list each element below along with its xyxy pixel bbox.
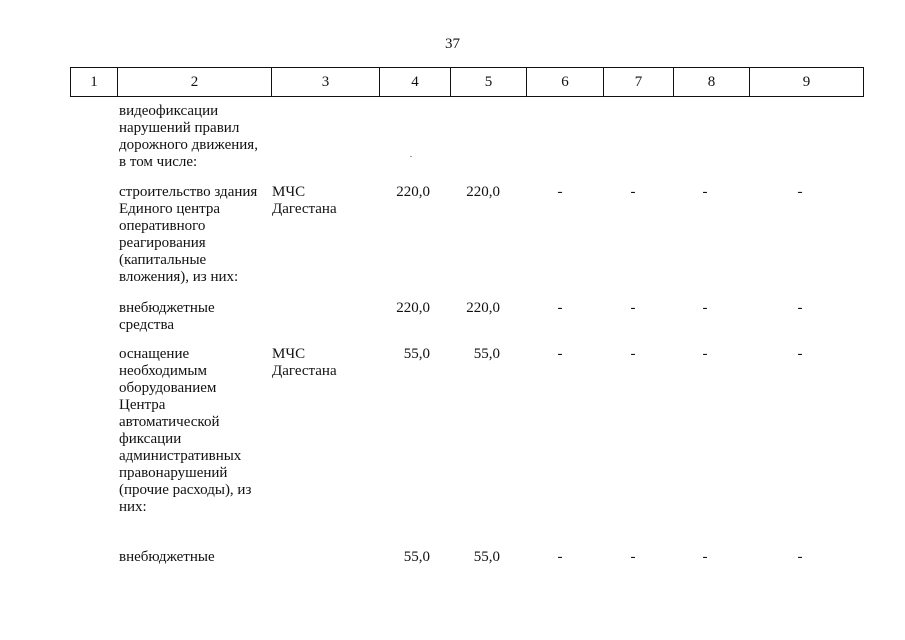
page-number: 37 [445,36,460,52]
row-2-col6: - [557,184,563,200]
row-2-col7: - [630,184,636,200]
column-number-9: 9 [750,68,864,97]
row-4-col4: 55,0 [403,346,430,362]
row-3-col7: - [630,300,636,316]
row-5-col4: 55,0 [403,549,430,565]
row-4-col8: - [702,346,708,362]
row-5-col6: - [557,549,563,565]
row-5-col7: - [630,549,636,565]
row-3-col8: - [702,300,708,316]
row-2-col4: 220,0 [396,184,430,200]
column-number-8: 8 [674,68,750,97]
row-3-col4: 220,0 [396,300,430,316]
column-number-2: 2 [118,68,272,97]
row-3-name: внебюджетные средства [119,300,215,333]
row-4-col7: - [630,346,636,362]
row-5-name: внебюджетные [119,549,215,565]
row-4-org: МЧС Дагестана [272,346,337,379]
row-3-col9: - [797,300,803,316]
row-4-name: оснащение необходимым оборудованием Центра автоматической фиксации административных правонарушений (прочие расходы), из них: [119,346,252,515]
row-2-col5: 220,0 [466,184,500,200]
row-4-col6: - [557,346,563,362]
scan-speck [410,156,412,157]
row-3-col6: - [557,300,563,316]
row-5-col8: - [702,549,708,565]
column-number-6: 6 [527,68,604,97]
row-2-org: МЧС Дагестана [272,184,337,217]
row-4-col5: 55,0 [473,346,500,362]
row-2-name: строительство здания Единого центра оперативного реагирования (капитальные вложения), из них: [119,184,258,285]
row-5-col5: 55,0 [473,549,500,565]
column-number-1: 1 [71,68,118,97]
column-number-4: 4 [380,68,451,97]
row-5-col9: - [797,549,803,565]
row-1-name: видеофиксации нарушений правил дорожного движения, в том числе: [119,103,258,170]
column-number-5: 5 [451,68,527,97]
row-2-col8: - [702,184,708,200]
row-2-col9: - [797,184,803,200]
column-number-7: 7 [604,68,674,97]
row-3-col5: 220,0 [466,300,500,316]
column-number-header [70,67,864,97]
column-number-3: 3 [272,68,380,97]
row-4-col9: - [797,346,803,362]
